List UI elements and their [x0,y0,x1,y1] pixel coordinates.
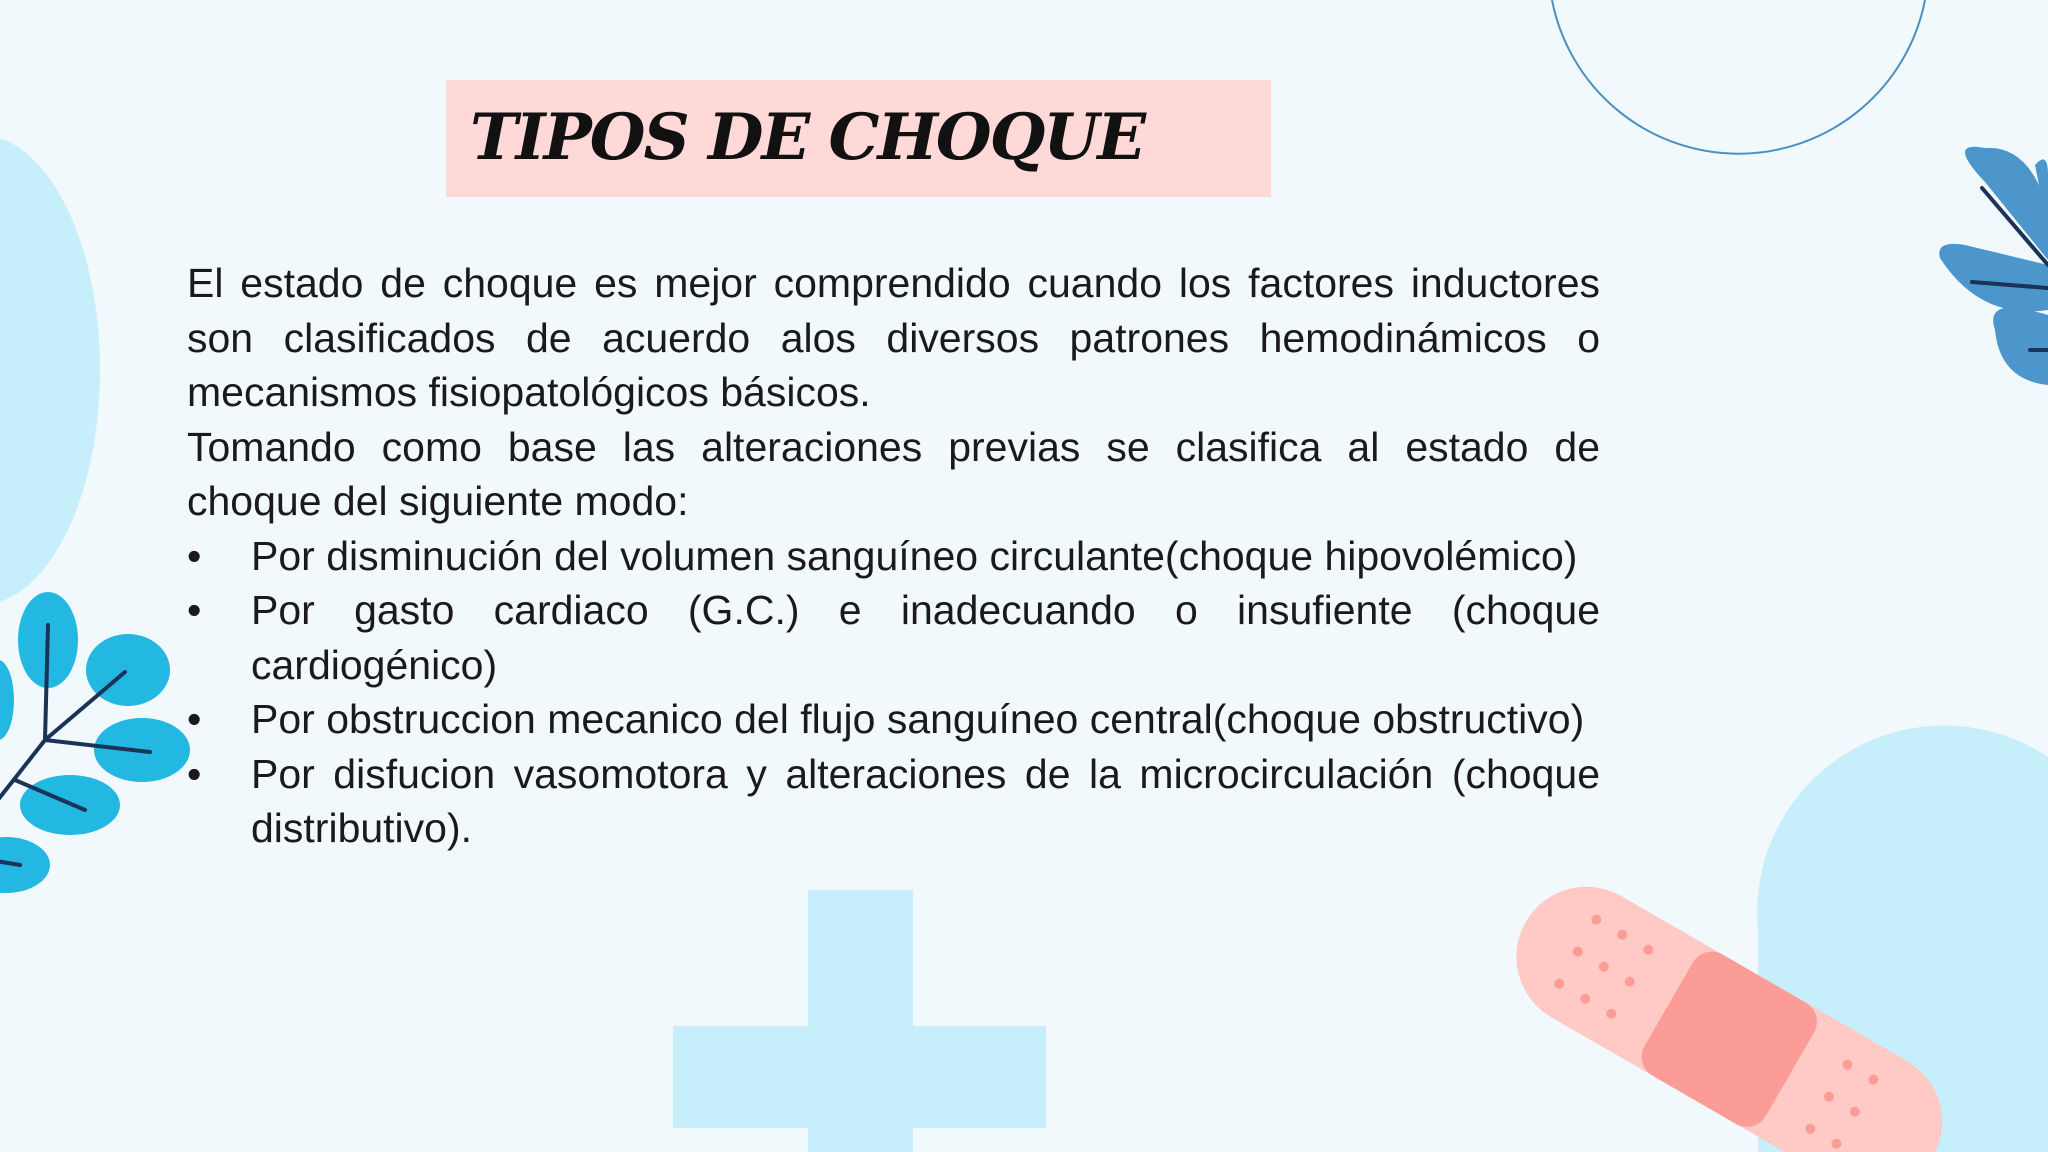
shock-types-list [187,529,1600,856]
slide-body [187,256,1600,856]
classification-paragraph: Tomando como base las alteraciones previas se clasifica al estado de choque del siguiente modo: [187,423,1600,524]
medical-cross-icon [673,890,1046,1152]
list-item-text: Por obstruccion mecanico del flujo sanguíneo central(choque obstructivo) [251,696,1585,742]
list-item-text: Por gasto cardiaco (G.C.) e inadecuando o insufiente (choque cardiogénico) [251,587,1600,688]
bullet-marker: • [187,696,202,742]
bullet-marker: • [187,587,202,633]
bullet-marker: • [187,532,202,579]
intro-paragraph: El estado de choque es mejor comprendido cuando los factores inductores son clasificados de acuerdo alos diversos patrones hemodinámicos o mecanismos fisiopatológicos básicos. [187,260,1600,415]
slide-title: TIPOS DE CHOQUE [470,100,1144,175]
list-item [187,692,1600,747]
bullet-marker: • [187,750,202,797]
list-item-text: Por disfucion vasomotora y alteraciones de la microcirculación (choque distributivo). [251,750,1600,851]
list-item [187,747,1600,856]
top-arc-line [1552,0,1925,154]
leaf-branch-icon [0,592,190,893]
flower-petals-icon [1939,147,2048,385]
list-item [187,583,1600,692]
list-item-text: Por disminución del volumen sanguíneo circulante(choque hipovolémico) [251,532,1578,579]
list-item [187,529,1600,584]
left-circle-shape-large [0,135,100,605]
